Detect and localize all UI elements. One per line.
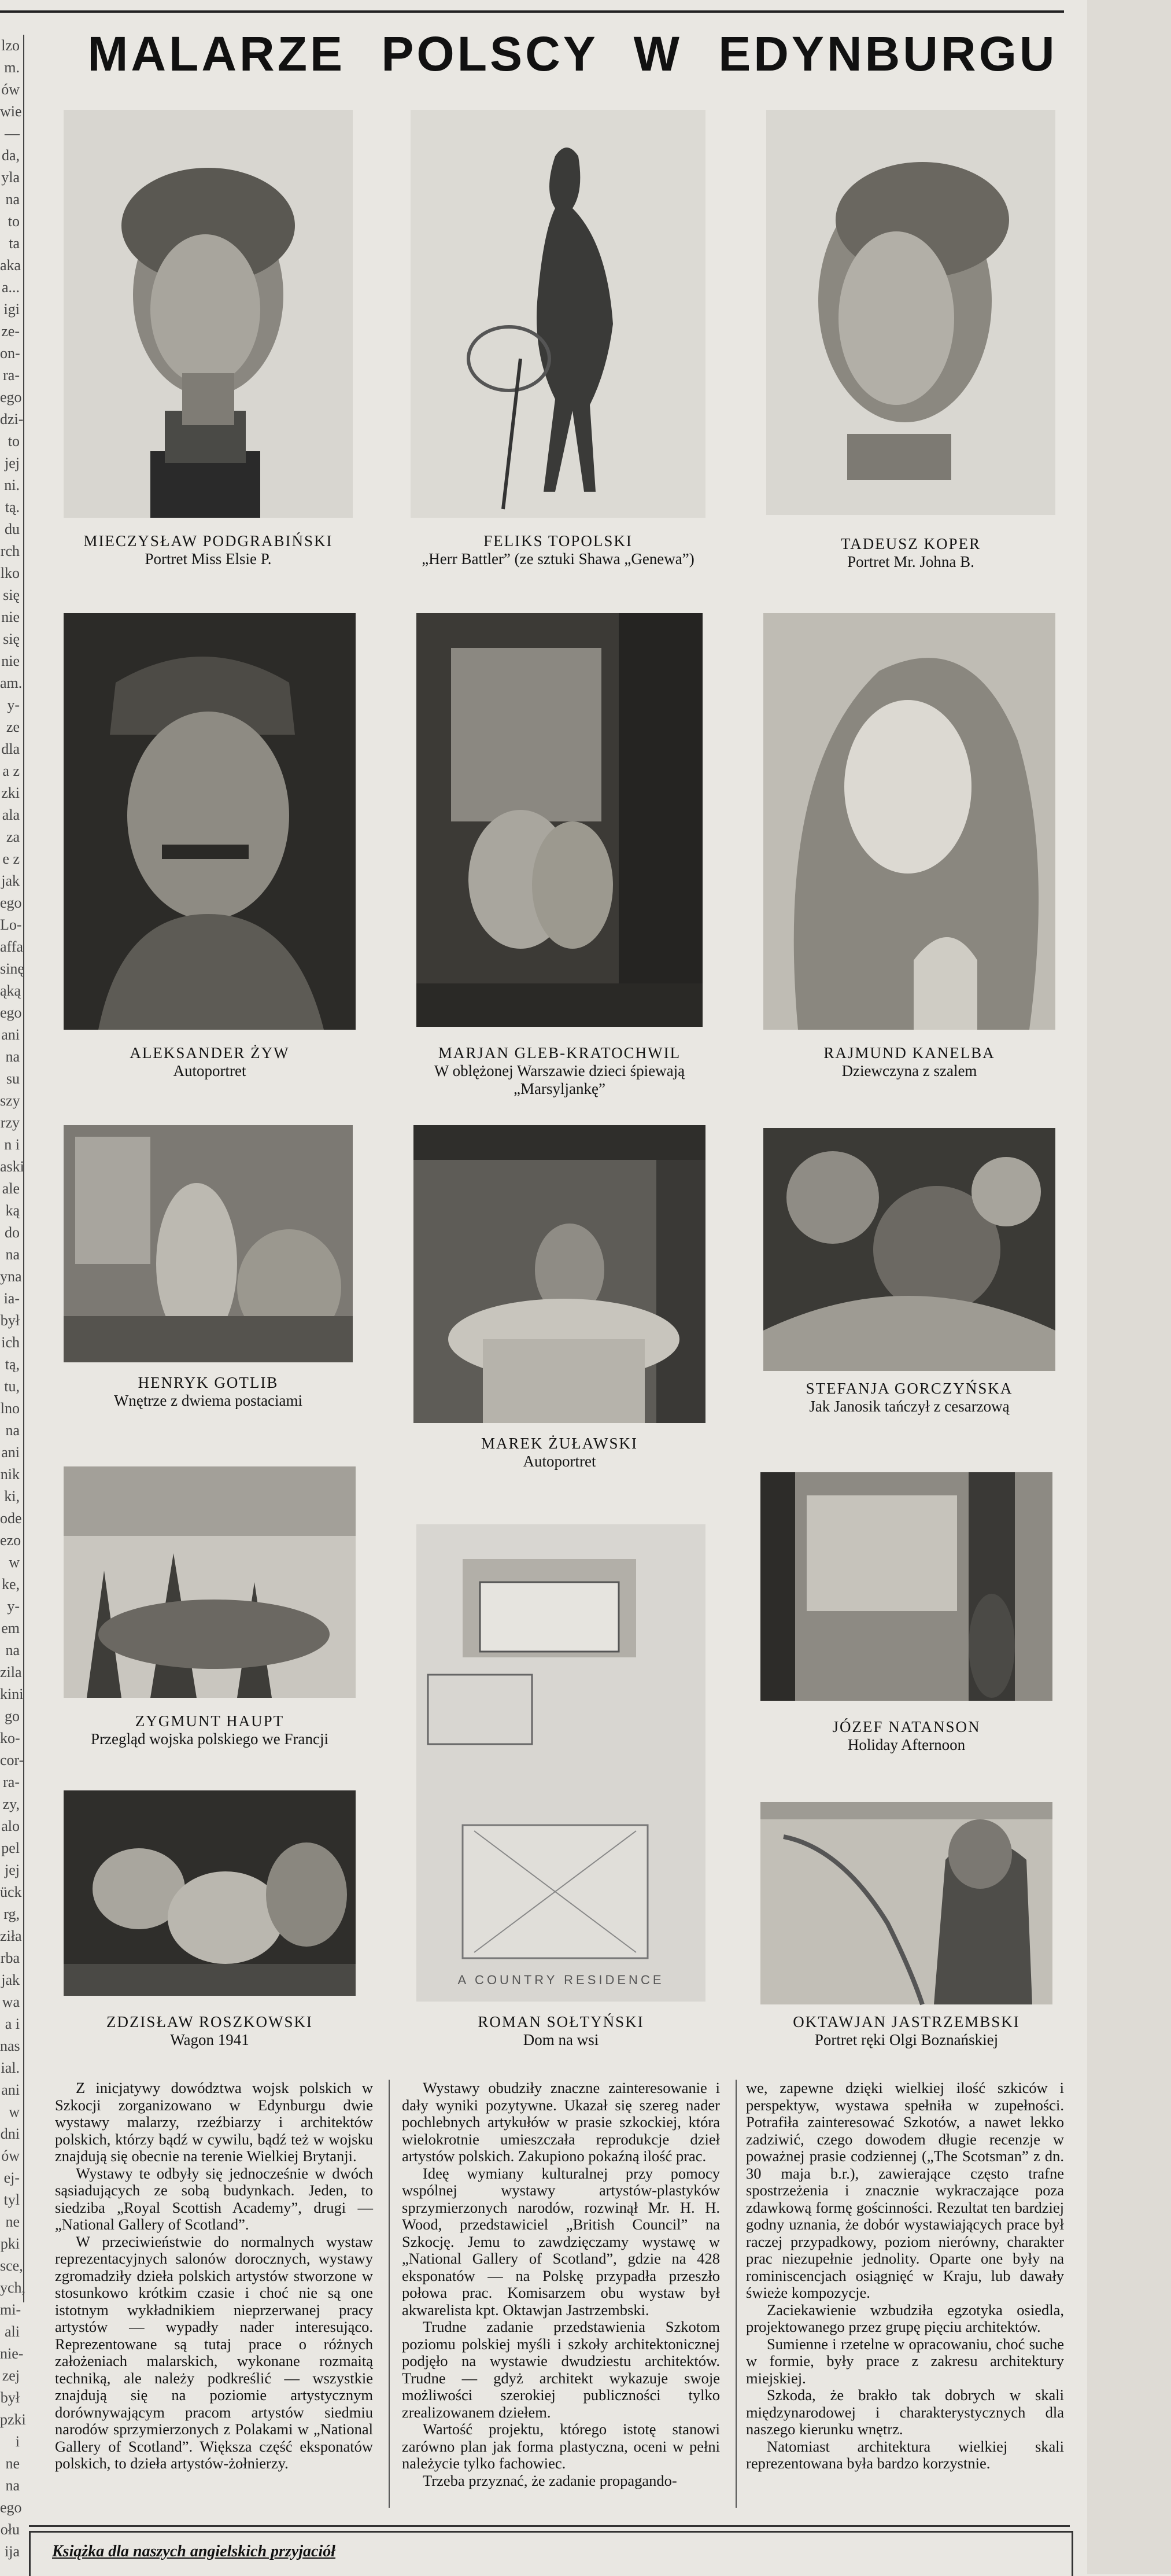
margin-fragment: ów [1,81,20,98]
artwork-title: Holiday Afternoon [847,1736,966,1753]
artwork-caption [766,535,1055,571]
margin-fragment: ej- [3,2169,20,2186]
artwork-title: Portret Mr. Johna B. [847,553,974,570]
margin-fragment: ze [6,718,20,735]
margin-fragment: da, [1,147,20,164]
artwork-caption [364,532,752,568]
artwork-caption [382,1044,737,1098]
margin-fragment: ze- [1,323,20,340]
margin-fragment: am. [0,675,23,691]
margin-fragment: na [5,1422,20,1439]
margin-fragment: jak [1,1971,20,1988]
margin-fragment: ąką [0,982,21,999]
artwork-photo [411,110,705,518]
margin-fragment: nie [1,653,20,669]
margin-fragment: rba [0,1949,20,1966]
margin-fragment: tyl [3,2191,20,2208]
artist-name: JÓZEF NATANSON [832,1718,981,1735]
artwork-photo [64,1790,356,1996]
artist-name: MAREK ŻUŁAWSKI [481,1435,638,1452]
margin-fragment: za [6,828,20,845]
margin-fragment: ezo [0,1532,21,1549]
article-paragraph: Zaciekawienie wzbudziła egzotyka osiedla, projektowanego przez grupę pięciu architektów. [746,2301,1064,2335]
margin-fragment: w [9,1554,20,1571]
artist-name: OKTAWJAN JASTRZEMBSKI [793,2013,1020,2030]
margin-fragment: ani [1,2081,20,2098]
margin-fragment: cor- [0,1752,24,1768]
margin-fragment: nas [0,2037,20,2054]
margin-fragment: dzi- [0,411,24,428]
artist-name: TADEUSZ KOPER [840,535,981,552]
margin-fragment: na [5,1048,20,1065]
artwork-caption [760,1718,1052,1754]
artwork-caption [763,1044,1055,1080]
artwork-photo [763,613,1055,1030]
artwork-title: „Herr Battler” (ze sztuki Shawa „Genewa”) [422,550,695,567]
article-column-1 [55,2080,373,2472]
page-title: MALARZE POLSCY W EDYNBURGU [87,27,1058,81]
article-paragraph: Trzeba przyznać, że zadanie propagando- [423,2471,677,2489]
article-paragraph: Sumienne i rzetelne w opracowaniu, choć suche w formie, były prace z zakresu architektury miejskiej. [746,2335,1064,2387]
article-column-3 [746,2080,1064,2472]
margin-fragment: to [8,433,20,449]
margin-fragment: ia- [3,1290,20,1307]
margin-fragment: su [6,1070,20,1087]
artwork-title: Przegląd wojska polskiego we Francji [91,1730,328,1748]
margin-fragment: zej [2,2367,20,2384]
artwork-title: Dziewczyna z szalem [841,1062,977,1079]
margin-fragment: ück [0,1884,22,1900]
scan-margin [1087,0,1171,2574]
margin-fragment: ni. [4,477,20,493]
margin-fragment: zki [1,784,20,801]
artwork-caption [416,2013,705,2049]
artwork-photo [766,110,1055,515]
margin-fragment: alo [1,1818,20,1834]
margin-fragment: wa [2,1993,20,2010]
margin-fragment: tą, [5,1356,20,1373]
margin-fragment: lno [0,1400,20,1417]
article-paragraph: Natomiast architektura wielkiej skali reprezentowana była bardzo korzystnie. [746,2437,1064,2472]
margin-fragment: — [5,125,20,142]
artist-name: STEFANJA GORCZYŃSKA [806,1380,1013,1397]
margin-fragment: affa [0,938,23,955]
artist-name: RAJMUND KANELBA [823,1044,995,1062]
footer-heading: Książka dla naszych angielskich przyjaciół [52,2542,336,2560]
margin-fragment: tą. [5,499,20,515]
margin-fragment: lzo [1,37,20,54]
margin-fragment: jej [5,455,20,471]
margin-fragment: ne [5,2455,20,2472]
margin-fragment: ani [1,1444,20,1461]
margin-fragment: kini [0,1686,24,1702]
margin-fragment: ego [0,894,22,911]
plate-inscription: A COUNTRY RESIDENCE [457,1973,664,1987]
margin-fragment: ija [5,2543,20,2560]
artwork-title: Dom na wsi [523,2031,599,2048]
margin-fragment: był [0,2389,20,2406]
margin-fragment: go [5,1708,20,1724]
margin-fragment: igi [3,301,20,318]
margin-fragment: rg, [3,1906,20,1922]
margin-fragment: dni [0,2125,20,2142]
margin-fragment: a z [2,762,20,779]
margin-fragment: a i [5,2015,20,2032]
artwork-title: Jak Janosik tańczył z cesarzową [809,1398,1010,1415]
margin-fragment: ką [5,1202,20,1219]
margin-fragment: ani [1,1026,20,1043]
margin-fragment: ra- [3,1774,20,1790]
artist-name: ROMAN SOŁTYŃSKI [478,2013,644,2030]
margin-fragment: yla [1,169,20,186]
artwork-photo [416,613,703,1027]
margin-fragment: on- [0,345,20,362]
margin-fragment: ów [1,2147,20,2164]
margin-fragment: e z [2,850,20,867]
margin-fragment: pki [0,2235,20,2252]
margin-fragment: sinę [0,960,24,977]
margin-fragment: ala [2,806,20,823]
margin-fragment: ne [5,2213,20,2230]
margin-fragment: rch [0,543,20,559]
artist-name: ALEKSANDER ŻYW [130,1044,290,1062]
margin-fragment: mi- [0,2301,21,2318]
margin-fragment: em [1,1620,20,1637]
artwork-photo [760,1472,1052,1701]
margin-fragment: ra- [3,367,20,384]
article-paragraph: we, zapewne dzięki wielkiej ilość szkiców i perspektyw, wystawa spełniła w zupełności. Potrafiła zainteresować Szkotów, a nawet lekko zadziwić, czego dowodem długie recenzje w poważnej prasie codziennej („The Scotsman” z dn. 30 maja b.r.), zawierające często trafne spostrzeżenia i znacznie wykraczające poza zdawkową formę gościnności. Rezultat ten bardziej godny uznania, że dobór wystawiających prace był raczej przypadkowy, poziom nierówny, charakter prac niezupełnie jednolity. Oparte one były na rominiscencjach osiągnięć w Kraju, lub dawały świeże kompozycje. [746,2079,1064,2301]
margin-fragment: ale [2,1180,20,1197]
artwork-photo [64,110,353,518]
artwork-title: W oblężonej Warszawie dzieci śpiewają [434,1062,685,1079]
artwork-caption [64,2013,356,2049]
margin-fragment: n i [4,1136,20,1153]
artwork-photo [64,1466,356,1698]
margin-fragment: na [5,191,20,208]
margin-fragment: szy [0,1092,20,1109]
artwork-title-continuation: „Marsyljankę” [514,1080,605,1097]
margin-fragment: na [5,1246,20,1263]
margin-fragment: lko [0,565,20,581]
artwork-photo [416,1524,705,2002]
margin-fragment: nik [0,1466,20,1483]
artwork-photo [763,1128,1055,1371]
margin-fragment: był [0,1312,20,1329]
margin-fragment: na [5,2477,20,2494]
top-rule [0,10,1064,13]
margin-fragment: m. [4,59,20,76]
margin-fragment: do [5,1224,20,1241]
margin-fragment: y- [7,696,20,713]
artwork-caption [52,1712,367,1748]
margin-fragment: sce, [0,2257,23,2274]
margin-fragment: ego [0,1004,22,1021]
margin-fragment: ali [5,2323,20,2340]
margin-fragment: pel [1,1840,20,1856]
margin-fragment: jej [5,1862,20,1878]
artwork-title: Portret Miss Elsie P. [145,550,272,567]
artwork-title: Autoportret [173,1062,246,1079]
margin-fragment: na [5,1642,20,1659]
margin-fragment: jak [1,872,20,889]
margin-fragment: tu, [4,1378,20,1395]
artist-name: FELIKS TOPOLSKI [483,532,633,550]
article-paragraph: Wartość projektu, którego istotę stanowi zarówno plan jak forma plastyczna, oceni w pełni należycie tylko fachowiec. [402,2420,720,2472]
artwork-title: Wagon 1941 [170,2031,249,2048]
margin-fragment: ke, [1,1576,20,1593]
margin-fragment: aski [0,1158,24,1175]
bottom-rule [29,2525,1070,2527]
artist-name: MIECZYSŁAW PODGRABIŃSKI [83,532,333,550]
article-column-2 [402,2080,720,2489]
margin-fragment: ziła [0,1928,22,1944]
artwork-photo [760,1802,1052,2004]
artwork-title: Autoportret [523,1453,596,1470]
margin-fragment: ego [0,389,22,406]
column-divider [389,2080,390,2508]
margin-fragment: ode [0,1510,22,1527]
margin-fragment: ich [1,1334,20,1351]
artwork-photo [64,613,356,1030]
margin-fragment: i [15,2433,20,2450]
artwork-caption [413,1435,705,1471]
margin-fragment: ta [9,235,20,252]
margin-fragment: Lo- [0,916,22,933]
artwork-caption [763,1380,1055,1416]
margin-fragment: dla [1,740,20,757]
column-divider [736,2080,737,2508]
margin-fragment: zila [0,1664,22,1681]
margin-fragment: wie [0,103,22,120]
artwork-caption [64,532,353,568]
article-paragraph: Wystawy te odbyły się jednocześnie w dwóch sąsiadujących ze sobą budynkach. Jeden, to siedziba „Royal Scottish Academy”, drugi — „National Gallery of Scotland”. [55,2164,373,2233]
article-paragraph: W przeciwieństwie do normalnych wystaw reprezentacyjnych salonów dorocznych, wystawy zgromadziły dzieła polskich artystów stworzone w stosunkowo krótkim czasie i choć nie są one istotnym wykładnikiem nieprzerwanej pracy artystów — wypadły nader interesująco. Reprezentowane są tutaj prace o różnych założeniach malarskich, wykonane rozmaitą techniką, ale należy podkreślić — wszystkie znajdują się na poziomie artystycznym dorównywającym pracom artystów siedmiu narodów sprzymierzonych z Polakami w „National Gallery of Scotland”. Większa część eksponatów polskich, to dzieła artystów-żołnierzy. [55,2232,373,2472]
margin-fragment: aka [0,257,21,274]
margin-fragment: ego [0,2499,22,2516]
artwork-title: Portret ręki Olgi Boznańskiej [814,2031,999,2048]
margin-fragment: się [3,631,20,647]
margin-fragment: rzy [0,1114,20,1131]
margin-fragment: ial. [1,2059,20,2076]
left-column-fragment [0,35,26,2560]
article-paragraph: Wystawy obudziły znaczne zainteresowanie i dały wyniki pozytywne. Ukazał się szereg nader pochlebnych artykułów w prasie szkockiej, która wielokrotnie umieszczała reprodukcje dzieł artystów polskich. Zakupiono pokaźną ilość prac. [402,2079,720,2165]
margin-fragment: ołu [0,2521,20,2538]
article-paragraph: Z inicjatywy dowództwa wojsk polskich w Szkocji zorganizowano w Edynburgu dwie wystawy malarzy, rzeźbiarzy i architektów polskich, którzy bądź w cywilu, bądź też w wojsku znajdują się obecnie na terenie Wielkiej Brytanji. [55,2079,373,2165]
artwork-photo [64,1125,353,1362]
margin-fragment: y- [7,1598,20,1615]
margin-fragment: du [5,521,20,537]
artwork-caption [64,1374,353,1410]
article-paragraph: Trudne zadanie przedstawienia Szkotom poziomu polskiej myśli i szkoły architektonicznej podjęło na wystawie dwudziestu architektów. Trudne — gdyż architekt wykazuje swoje możliwości szerokiej publiczności tylko zrealizowanem dziełem. [402,2318,720,2421]
margin-fragment: ko- [0,1730,20,1746]
artist-name: ZDZISŁAW ROSZKOWSKI [106,2013,313,2030]
artist-name: MARJAN GLEB-KRATOCHWIL [438,1044,681,1062]
artwork-title: Wnętrze z dwiema postaciami [113,1392,303,1409]
margin-fragment: a... [1,279,20,296]
article-paragraph: Szkoda, że brakło tak dobrych w skali międzynarodowej i charakterystycznych dla naszego kierunku wnętrz. [746,2386,1064,2438]
margin-fragment: ych, [0,2279,26,2296]
article-paragraph: Ideę wymiany kulturalnej przy pomocy wspólnej wystawy artystów-plastyków sprzymierzonych narodów, rozwinął Mr. H. H. Wood, przedstawiciel „British Council” na Szkocję. Jemu to zawdzięczamy wystawę w „National Gallery of Scotland”, gdzie na 428 eksponatów — na Polskę przypadła przeszło połowa prac. Komisarzem obu wystaw był akwarelista kpt. Oktawjan Jastrzembski. [402,2164,720,2319]
margin-fragment: w [9,2103,20,2120]
artwork-caption [64,1044,356,1080]
margin-fragment: to [8,213,20,230]
margin-fragment: nie [1,609,20,625]
artist-name: HENRYK GOTLIB [138,1374,279,1391]
margin-fragment: nie- [0,2345,24,2362]
margin-fragment: pzki [0,2411,26,2428]
margin-fragment: ki, [4,1488,20,1505]
margin-fragment: zy, [2,1796,20,1812]
artist-name: ZYGMUNT HAUPT [135,1712,285,1730]
margin-fragment: się [3,587,20,603]
artwork-caption [752,2013,1061,2049]
artwork-photo [413,1125,705,1423]
margin-fragment: yna [0,1268,22,1285]
